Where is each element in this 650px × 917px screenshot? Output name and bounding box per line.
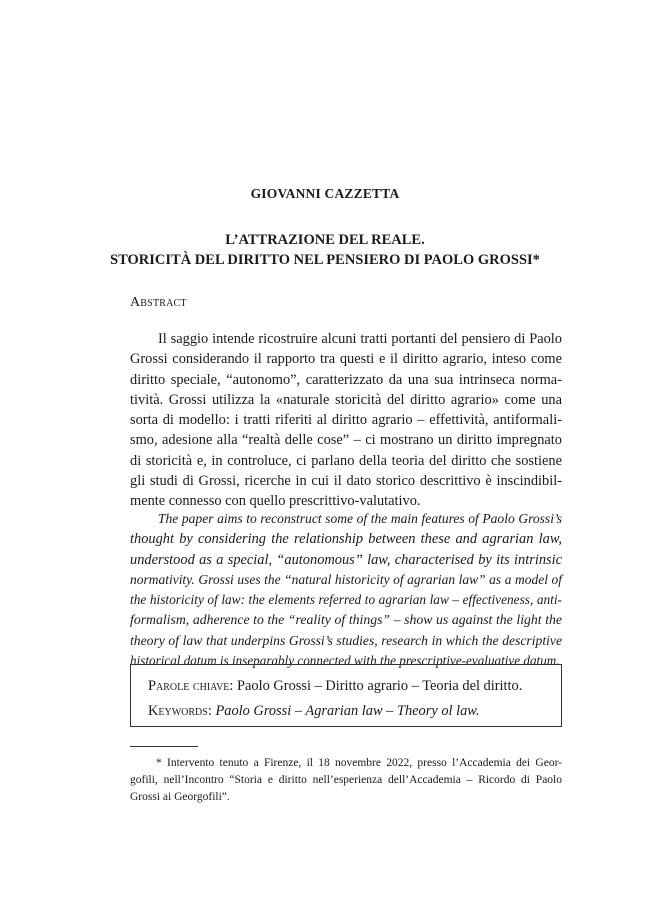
- footnote-line: Grossi ai Georgofili”.: [130, 791, 230, 803]
- abstract-en-line: the historicity of law: the elements referred to agrarian law – effectiveness, anti-: [130, 592, 562, 608]
- article-title: [88, 230, 562, 270]
- abstract-en-line: normativity. Grossi uses the “natural historicity of agrarian law” as a model of: [130, 571, 562, 587]
- abstract-en-line: The paper aims to reconstruct some of the main features of Paolo Grossi’s: [158, 511, 562, 526]
- abstract-en-line: understood as a special, “autonomous” law, characterised by its intrinsic: [130, 551, 562, 568]
- abstract-english: [130, 509, 562, 671]
- abstract-heading: Abstract: [130, 295, 187, 310]
- keywords-it-label: Parole chiave:: [148, 678, 234, 694]
- title-line-1: L’ATTRAZIONE DEL REALE.: [225, 232, 425, 248]
- keywords-italian: [148, 678, 522, 695]
- keywords-it-value: Paolo Grossi – Diritto agrario – Teoria del diritto.: [237, 678, 523, 694]
- footnote: [130, 755, 562, 806]
- abstract-it-line: gli studi di Grossi, ricerche in cui il dato storico descrittivo è inscindibil-: [130, 473, 562, 490]
- abstract-it-line: smo, adesione alla “realtà delle cose” – ci mostrano un diritto impregnato: [130, 432, 562, 449]
- keywords-english: [148, 703, 479, 720]
- abstract-it-line: tività. Grossi utilizza la «naturale storicità del diritto agrario» come una: [130, 391, 562, 408]
- abstract-italian: [130, 329, 562, 512]
- title-line-2: STORICITÀ DEL DIRITTO NEL PENSIERO DI PAOLO GROSSI*: [110, 252, 540, 268]
- abstract-en-line: formalism, adherence to the “reality of things” – show us against the light the: [130, 612, 562, 628]
- abstract-it-line: mente connesso con quello prescrittivo-valutativo.: [130, 493, 421, 510]
- keywords-en-label: Keywords:: [148, 703, 212, 719]
- abstract-it-line: Il saggio intende ricostruire alcuni tratti portanti del pensiero di Paolo: [158, 331, 562, 347]
- keywords-box: [130, 664, 562, 727]
- abstract-it-line: di storicità e, in controluce, ci parlano della teoria del diritto che sostiene: [130, 452, 562, 469]
- abstract-en-line: thought by considering the relationship between these and agrarian law,: [130, 531, 562, 548]
- abstract-it-line: diritto speciale, “autonomo”, caratterizzato da una sua intrinseca norma-: [130, 371, 562, 388]
- abstract-it-line: Grossi considerando il rapporto tra questi e il diritto agrario, inteso come: [130, 351, 562, 368]
- keywords-en-value: Paolo Grossi – Agrarian law – Theory ol law.: [215, 703, 480, 719]
- footnote-line: * Intervento tenuto a Firenze, il 18 novembre 2022, presso l’Accademia dei Geor-: [156, 757, 562, 769]
- author-name: GIOVANNI CAZZETTA: [250, 186, 400, 201]
- footnote-line: gofili, nell’Incontro “Storia e diritto nell’esperienza dell’Accademia – Ricordo di Paolo: [130, 774, 562, 786]
- footnote-separator: [130, 746, 198, 747]
- abstract-it-line: sorta di modello: i tratti riferiti al diritto agrario – effettività, antiformali-: [130, 412, 562, 429]
- abstract-en-line: historical datum is inseparably connected with the prescriptive-evaluative datum.: [130, 653, 560, 669]
- abstract-en-line: theory of law that underpins Grossi’s studies, research in which the descriptive: [130, 632, 562, 648]
